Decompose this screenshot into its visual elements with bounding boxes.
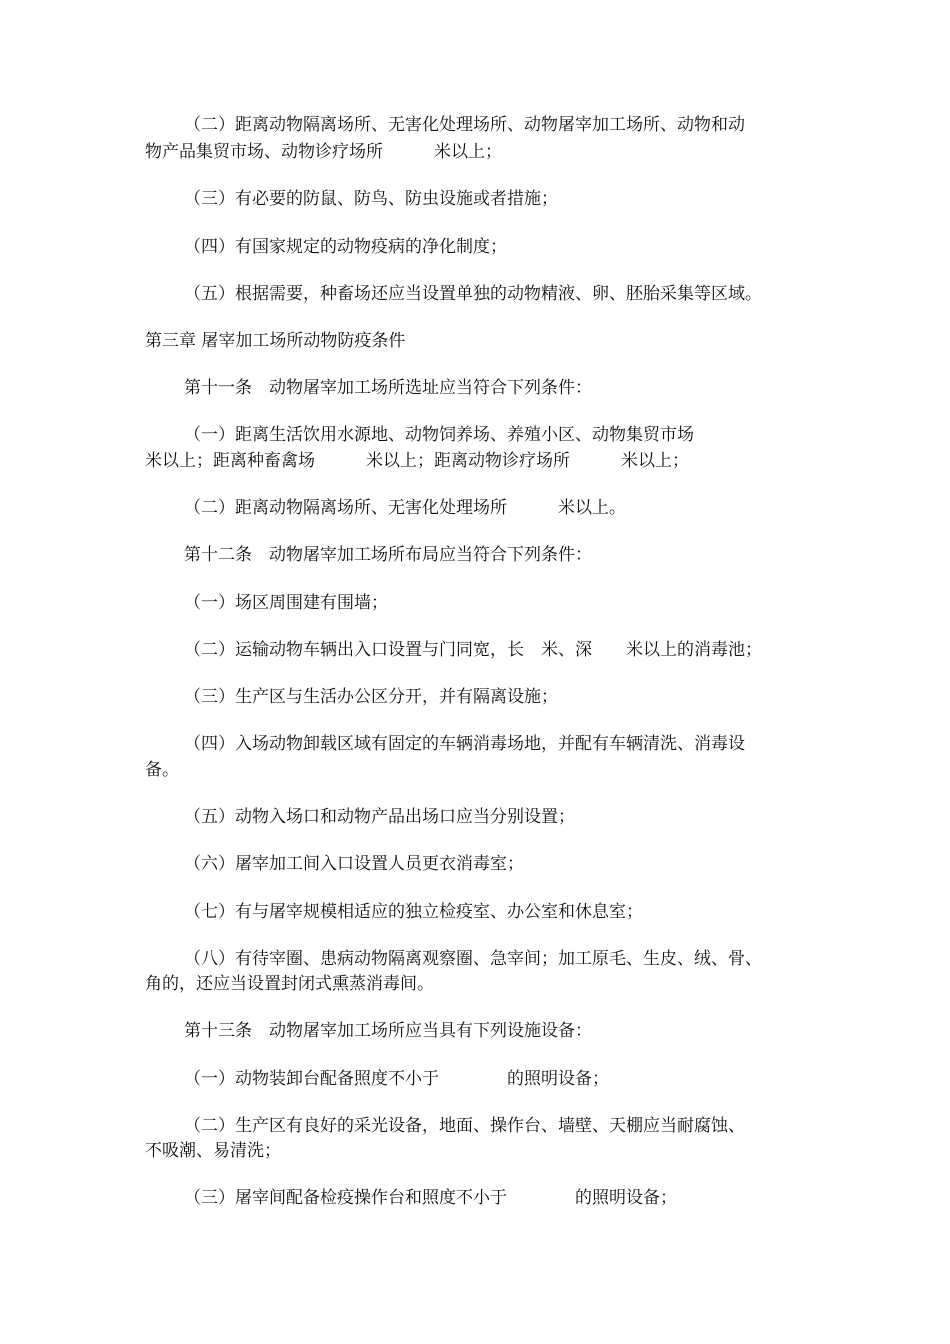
text-line: （二）运输动物车辆出入口设置与门同宽，长 米、深 米以上的消毒池； bbox=[184, 640, 762, 660]
text-line: （三）屠宰间配备检疫操作台和照度不小于 的照明设备； bbox=[184, 1188, 677, 1208]
text-line: （二）距离动物隔离场所、无害化处理场所、动物屠宰加工场所、动物和动 bbox=[184, 115, 745, 135]
text-line: （五）动物入场口和动物产品出场口应当分别设置； bbox=[184, 807, 575, 827]
text-line: （二）距离动物隔离场所、无害化处理场所 米以上。 bbox=[184, 498, 626, 518]
article-heading: 第十一条 动物屠宰加工场所选址应当符合下列条件： bbox=[184, 378, 592, 398]
text-line: （四）入场动物卸载区域有固定的车辆消毒场地，并配有车辆清洗、消毒设 bbox=[184, 734, 745, 754]
text-line: （六）屠宰加工间入口设置人员更衣消毒室； bbox=[184, 854, 524, 874]
text-line: 角的，还应当设置封闭式熏蒸消毒间。 bbox=[145, 974, 434, 994]
text-line: （五）根据需要，种畜场还应当设置单独的动物精液、卵、胚胎采集等区域。 bbox=[184, 284, 762, 304]
chapter-title: 第三章 屠宰加工场所动物防疫条件 bbox=[145, 331, 406, 351]
text-line: （三）有必要的防鼠、防鸟、防虫设施或者措施； bbox=[184, 189, 558, 209]
text-line: （三）生产区与生活办公区分开，并有隔离设施； bbox=[184, 687, 558, 707]
article-heading: 第十三条 动物屠宰加工场所应当具有下列设施设备： bbox=[184, 1021, 592, 1041]
text-line: 备。 bbox=[145, 760, 179, 780]
text-line: （八）有待宰圈、患病动物隔离观察圈、急宰间；加工原毛、生皮、绒、骨、 bbox=[184, 949, 762, 969]
text-line: （七）有与屠宰规模相适应的独立检疫室、办公室和休息室； bbox=[184, 902, 643, 922]
article-heading: 第十二条 动物屠宰加工场所布局应当符合下列条件： bbox=[184, 545, 592, 565]
text-line: （二）生产区有良好的采光设备，地面、操作台、墙壁、天棚应当耐腐蚀、 bbox=[184, 1116, 745, 1136]
text-line: （一）场区周围建有围墙； bbox=[184, 593, 388, 613]
text-line: （一）距离生活饮用水源地、动物饲养场、养殖小区、动物集贸市场 bbox=[184, 425, 694, 445]
text-line: 不吸潮、易清洗； bbox=[145, 1141, 281, 1161]
text-line: （一）动物装卸台配备照度不小于 的照明设备； bbox=[184, 1069, 609, 1089]
text-line: （四）有国家规定的动物疫病的净化制度； bbox=[184, 237, 507, 257]
text-line: 米以上；距离种畜禽场 米以上；距离动物诊疗场所 米以上； bbox=[145, 451, 689, 471]
text-line: 物产品集贸市场、动物诊疗场所 米以上； bbox=[145, 142, 502, 162]
